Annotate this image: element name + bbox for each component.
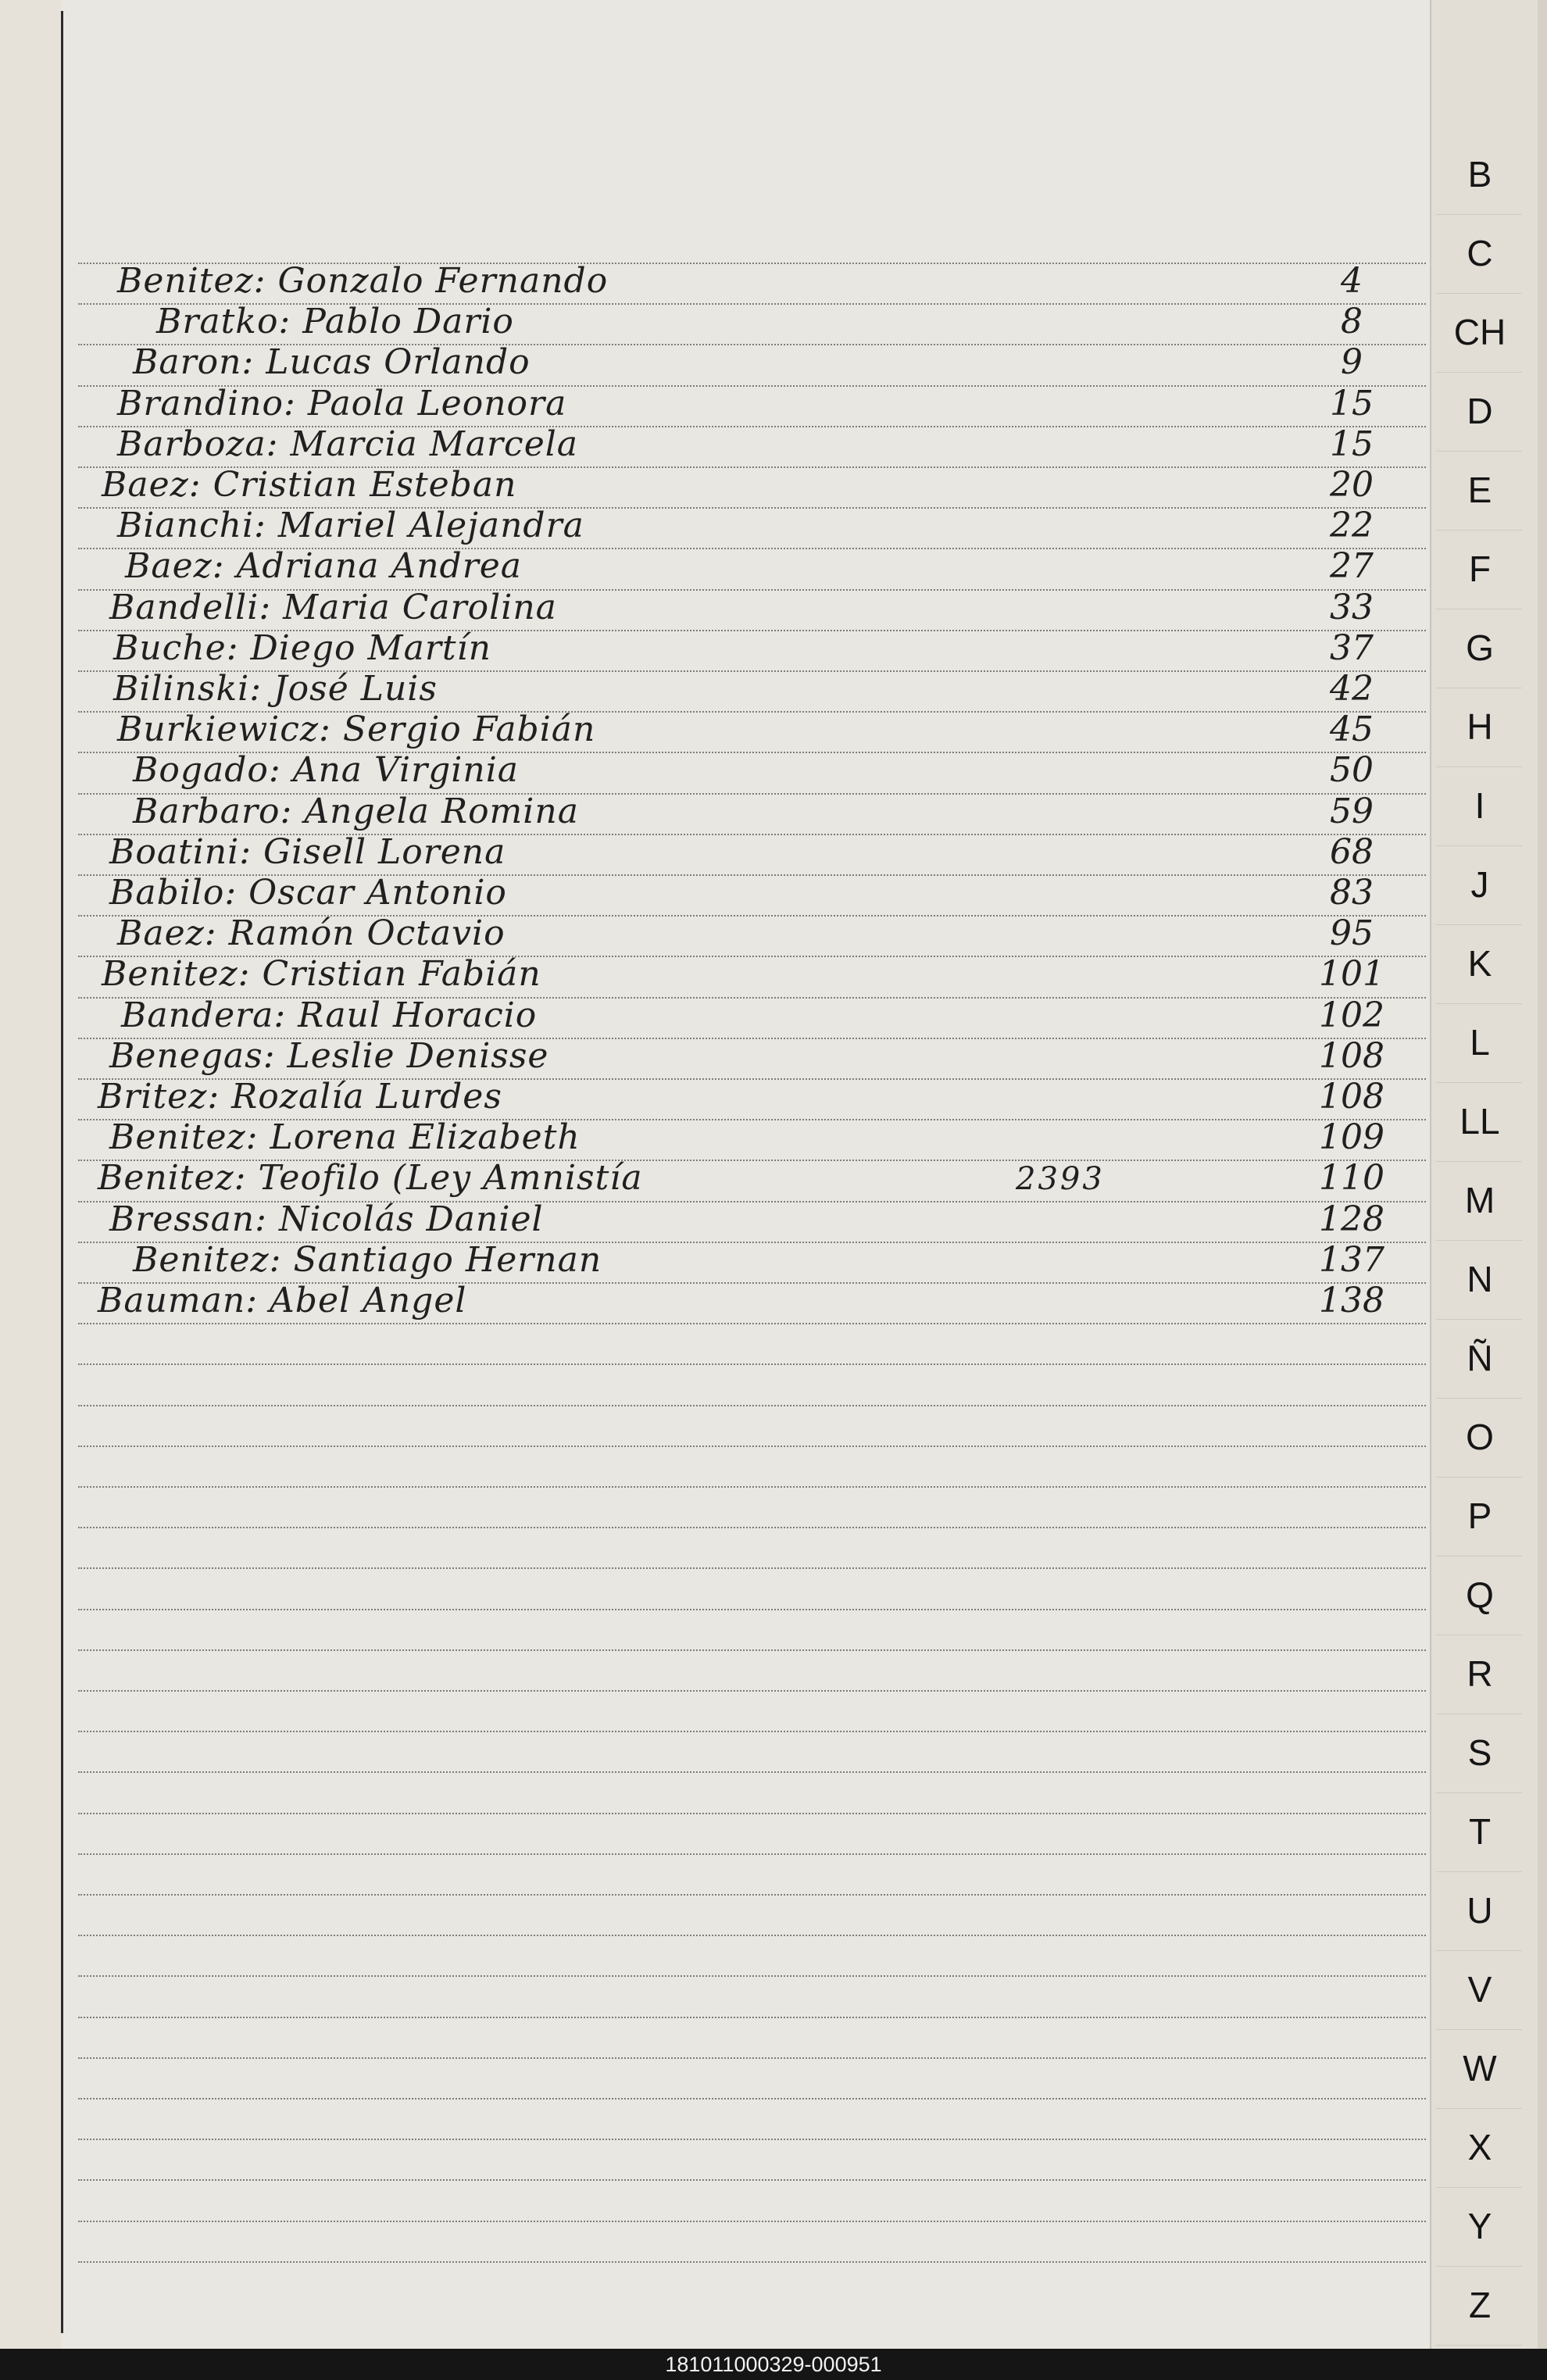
entry-name: Benitez: Gonzalo Fernando — [117, 261, 609, 301]
tab-separator — [1436, 2108, 1522, 2109]
alphabet-tab[interactable]: K — [1467, 943, 1492, 984]
tab-separator — [1436, 1082, 1522, 1083]
entry-name: Benitez: Cristian Fabián — [102, 954, 541, 994]
entry-page-number: 20 — [1330, 465, 1374, 505]
alphabet-tab-index — [1430, 0, 1547, 2349]
ruled-line — [78, 1935, 1426, 1936]
alphabet-tab[interactable]: X — [1467, 2127, 1492, 2167]
alphabet-tab[interactable]: G — [1466, 627, 1494, 668]
entry-name: Baez: Cristian Esteban — [102, 465, 517, 505]
alphabet-tab[interactable]: CH — [1453, 312, 1506, 352]
ruled-line — [78, 2098, 1426, 2099]
entry-page-number: 137 — [1319, 1240, 1384, 1280]
tab-separator — [1436, 1871, 1522, 1872]
alphabet-tab[interactable]: U — [1467, 1890, 1493, 1931]
tab-separator — [1436, 845, 1522, 846]
alphabet-tab[interactable]: I — [1474, 785, 1485, 826]
ruled-line — [78, 1975, 1426, 1977]
alphabet-tab[interactable]: N — [1467, 1259, 1493, 1299]
alphabet-tab[interactable]: Z — [1468, 2285, 1492, 2325]
entry-page-number: 68 — [1330, 832, 1374, 872]
alphabet-tab[interactable]: W — [1463, 2048, 1497, 2089]
alphabet-tab[interactable]: B — [1467, 154, 1492, 195]
entry-page-number: 110 — [1319, 1158, 1384, 1198]
alphabet-tab[interactable]: T — [1468, 1811, 1492, 1852]
entry-name: Benitez: Lorena Elizabeth — [109, 1117, 581, 1157]
alphabet-tab[interactable]: O — [1466, 1417, 1494, 1457]
entry-name: Benegas: Leslie Denisse — [109, 1036, 549, 1076]
entry-page-number: 8 — [1341, 302, 1363, 341]
ruled-line — [78, 1609, 1426, 1610]
ruled-line — [78, 1567, 1426, 1569]
entry-page-number: 37 — [1330, 628, 1374, 668]
ruled-line — [78, 1527, 1426, 1528]
entry-page-number: 15 — [1330, 384, 1374, 423]
tab-separator — [1436, 2187, 1522, 2188]
tab-separator — [1436, 1477, 1522, 1478]
tab-strip-edge — [1538, 0, 1547, 2349]
tab-separator — [1436, 1792, 1522, 1793]
tab-separator — [1436, 1240, 1522, 1241]
tab-separator — [1436, 1003, 1522, 1004]
ruled-line — [78, 2017, 1426, 2018]
tab-separator — [1436, 214, 1522, 215]
ruled-line — [78, 2221, 1426, 2222]
alphabet-tab[interactable]: LL — [1459, 1101, 1500, 1142]
entry-name: Boatini: Gisell Lorena — [109, 832, 506, 872]
tab-separator — [1436, 1161, 1522, 1162]
alphabet-tab[interactable]: M — [1464, 1180, 1495, 1220]
tab-separator — [1436, 924, 1522, 925]
entry-name: Barboza: Marcia Marcela — [117, 424, 579, 464]
ruled-line — [78, 2139, 1426, 2140]
entry-name: Bauman: Abel Angel — [98, 1281, 467, 1320]
alphabet-tab[interactable]: P — [1467, 1496, 1492, 1536]
entry-page-number: 9 — [1341, 342, 1363, 382]
entry-name: Babilo: Oscar Antonio — [109, 873, 507, 913]
alphabet-tab[interactable]: F — [1468, 549, 1492, 589]
entry-name: Bilinski: José Luis — [113, 669, 438, 709]
entry-page-number: 42 — [1330, 669, 1374, 709]
alphabet-tab[interactable]: V — [1467, 1969, 1492, 2010]
ruled-line — [78, 1649, 1426, 1651]
entry-name: Bianchi: Mariel Alejandra — [117, 506, 584, 545]
footer-bar — [0, 2349, 1547, 2380]
entry-name: Baez: Adriana Andrea — [125, 546, 523, 586]
tab-separator — [1436, 1398, 1522, 1399]
entry-page-number: 59 — [1330, 792, 1374, 831]
ruled-line — [78, 1690, 1426, 1692]
ruled-line — [78, 1486, 1426, 1488]
entry-name: Burkiewicz: Sergio Fabián — [117, 709, 596, 749]
entry-name: Britez: Rozalía Lurdes — [98, 1077, 502, 1117]
alphabet-tab[interactable]: Q — [1466, 1574, 1494, 1615]
entry-page-number: 101 — [1319, 954, 1384, 994]
tab-separator — [1436, 2345, 1522, 2346]
ruled-line — [78, 2261, 1426, 2263]
entry-name: Bandelli: Maria Carolina — [109, 588, 557, 627]
entry-page-number: 27 — [1330, 546, 1374, 586]
alphabet-tab[interactable]: Ñ — [1467, 1338, 1493, 1378]
alphabet-tab[interactable]: J — [1470, 864, 1489, 905]
alphabet-tab[interactable]: R — [1467, 1653, 1493, 1694]
entry-page-number: 83 — [1330, 873, 1374, 913]
entry-page-number: 45 — [1330, 709, 1374, 749]
entry-name: Benitez: Teofilo (Ley Amnistía — [98, 1158, 643, 1198]
entry-note: 2393 — [1016, 1161, 1105, 1197]
ruled-line — [78, 1853, 1426, 1855]
tab-separator — [1436, 530, 1522, 531]
tab-separator — [1436, 372, 1522, 373]
entry-page-number: 50 — [1330, 750, 1374, 790]
tab-separator — [1436, 451, 1522, 452]
entry-name: Buche: Diego Martín — [113, 628, 491, 668]
entry-name: Bogado: Ana Virginia — [133, 750, 520, 790]
entry-page-number: 102 — [1319, 995, 1384, 1035]
alphabet-tab[interactable]: L — [1470, 1022, 1490, 1063]
entry-name: Bandera: Raul Horacio — [121, 995, 538, 1035]
entry-page-number: 138 — [1319, 1281, 1384, 1320]
ruled-line — [78, 1813, 1426, 1814]
tab-separator — [1436, 1950, 1522, 1951]
ruled-line — [78, 2057, 1426, 2059]
alphabet-tab[interactable]: E — [1467, 470, 1492, 510]
entry-name: Brandino: Paola Leonora — [117, 384, 567, 423]
entry-page-number: 22 — [1330, 506, 1374, 545]
alphabet-tab[interactable]: C — [1467, 233, 1493, 273]
alphabet-tab[interactable]: Y — [1467, 2206, 1492, 2246]
tab-separator — [1436, 2266, 1522, 2267]
entry-name: Bratko: Pablo Dario — [156, 302, 514, 341]
entry-name: Bressan: Nicolás Daniel — [109, 1199, 544, 1239]
entry-page-number: 95 — [1330, 913, 1374, 953]
ruled-line — [78, 1894, 1426, 1896]
entry-page-number: 108 — [1319, 1077, 1384, 1117]
entry-page-number: 109 — [1319, 1117, 1384, 1157]
ruled-line — [78, 1731, 1426, 1732]
entry-page-number: 128 — [1319, 1199, 1384, 1239]
entry-page-number: 33 — [1330, 588, 1374, 627]
alphabet-tab[interactable]: S — [1467, 1732, 1492, 1773]
entry-name: Benitez: Santiago Hernan — [133, 1240, 602, 1280]
tab-separator — [1436, 293, 1522, 294]
entry-name: Baron: Lucas Orlando — [133, 342, 531, 382]
alphabet-tab[interactable]: D — [1467, 391, 1493, 431]
ruled-line — [78, 2179, 1426, 2181]
tab-separator — [1436, 2029, 1522, 2030]
entry-page-number: 108 — [1319, 1036, 1384, 1076]
ruled-line — [78, 1771, 1426, 1773]
alphabet-tab[interactable]: H — [1467, 706, 1493, 747]
tab-separator — [1436, 1319, 1522, 1320]
entry-name: Baez: Ramón Octavio — [117, 913, 506, 953]
document-id: 181011000329-000951 — [665, 2353, 882, 2376]
entry-name: Barbaro: Angela Romina — [133, 792, 579, 831]
entry-page-number: 4 — [1341, 261, 1363, 301]
entry-page-number: 15 — [1330, 424, 1374, 464]
